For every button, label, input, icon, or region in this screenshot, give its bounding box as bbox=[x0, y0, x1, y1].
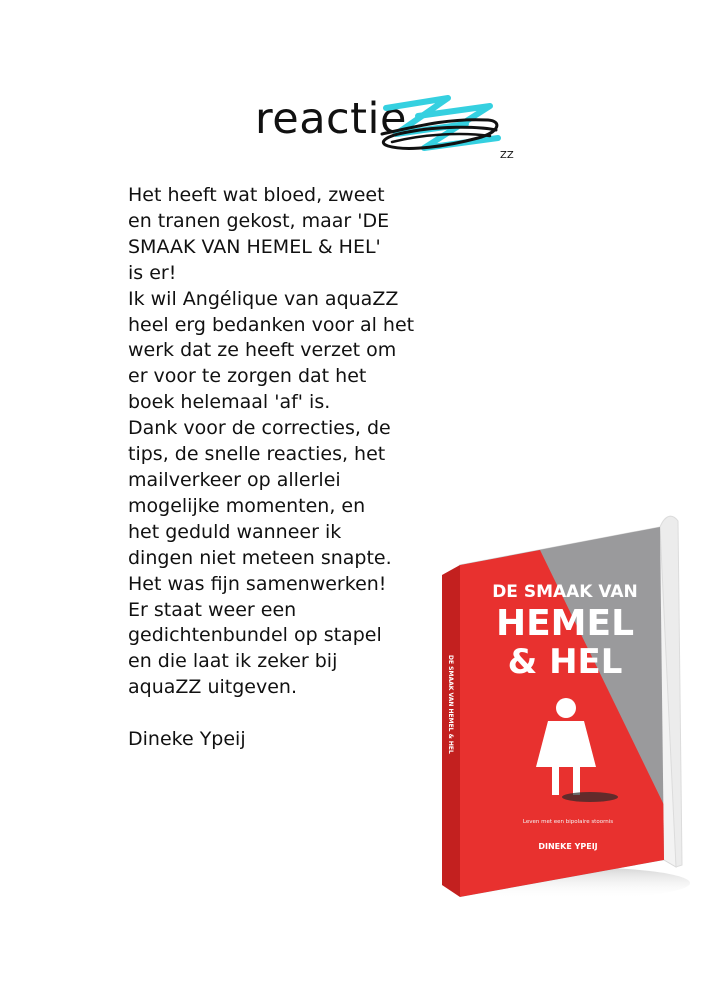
logo-swash-letters: ZZ bbox=[500, 150, 514, 161]
letter-line: en die laat ik zeker bij bbox=[128, 650, 338, 673]
logo-zz-swash-icon bbox=[378, 86, 514, 168]
letter-line: en tranen gekost, maar 'DE bbox=[128, 209, 390, 232]
book-title-line1: DE SMAAK VAN bbox=[492, 582, 638, 602]
letter-line: Het heeft wat bloed, zweet bbox=[128, 184, 385, 206]
letter-line: Er staat weer een bbox=[128, 598, 297, 621]
letter-body bbox=[128, 183, 438, 753]
book-spine-text: DE SMAAK VAN HEMEL & HEL bbox=[447, 655, 454, 754]
letter-line: Ik wil Angélique van aquaZZ bbox=[128, 287, 399, 310]
letter-line: dingen niet meteen snapte. bbox=[128, 546, 392, 569]
letter-line: heel erg bedanken voor al het bbox=[128, 313, 415, 336]
letter-line: mogelijke momenten, en bbox=[128, 494, 366, 517]
letter-line: het geduld wanneer ik bbox=[128, 520, 342, 543]
book-title-line3: & HEL bbox=[507, 642, 623, 682]
letter-line: Dank voor de correcties, de bbox=[128, 417, 391, 440]
book-subtitle: Leven met een bipolaire stoornis bbox=[522, 819, 614, 825]
letter-gap bbox=[128, 701, 438, 727]
letter-line: werk dat ze heeft verzet om bbox=[128, 339, 397, 362]
letter-line: er voor te zorgen dat het bbox=[128, 365, 367, 388]
letter-line: boek helemaal 'af' is. bbox=[128, 391, 331, 414]
letter-line: is er! bbox=[128, 261, 177, 284]
letter-line: tips, de snelle reacties, het bbox=[128, 443, 386, 466]
book-title-line2: HEMEL bbox=[495, 603, 635, 644]
header bbox=[0, 86, 720, 176]
letter-line: SMAAK VAN HEMEL & HEL' bbox=[128, 235, 381, 258]
book-cover-image bbox=[420, 505, 685, 905]
letter-line: Het was fijn samenwerken! bbox=[128, 572, 387, 595]
book-author: DINEKE YPEIJ bbox=[538, 842, 598, 851]
signature: Dineke Ypeij bbox=[128, 728, 246, 751]
logo-word: reactie bbox=[255, 94, 407, 144]
letter-line: mailverkeer op allerlei bbox=[128, 468, 341, 491]
letter-line: aquaZZ uitgeven. bbox=[128, 676, 297, 699]
letter-line: gedichtenbundel op stapel bbox=[128, 624, 382, 647]
